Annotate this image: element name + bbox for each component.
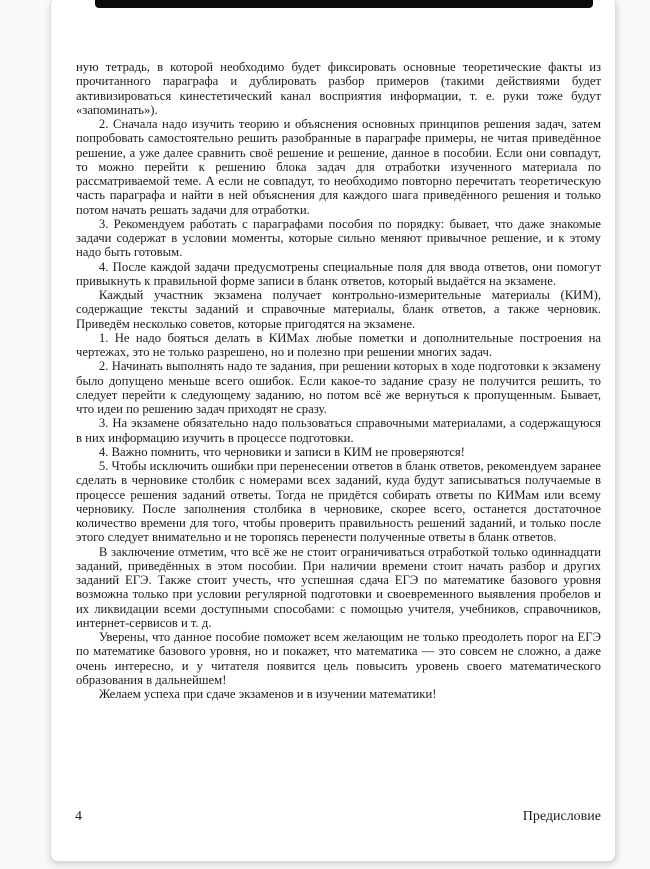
paragraph: 2. Начинать выполнять надо те задания, при решении которых в ходе подготовки к экзамену было допущено меньше всего ошибок. Если какое-то задание сразу не получится решить, то следует перейти к следующему заданию, но потом всё же вернуться к пропущенным. Бывает, что идеи по решению задач приходят не сразу. (76, 359, 601, 416)
book-page (50, 0, 616, 862)
page-number: 4 (75, 809, 82, 824)
paragraph: 1. Не надо бояться делать в КИМах любые пометки и дополнительные построения на чертежах, это не только разрешено, но и полезно при решении многих задач. (76, 330, 601, 359)
book-top-edge (95, 0, 593, 8)
page-text (76, 60, 601, 701)
paragraph: 5. Чтобы исключить ошибки при перенесении ответов в бланк ответов, рекомендуем заранее сделать в черновике столбик с номерами всех заданий, куда будут записываться получаемые в процессе решения заданий ответы. Тогда не придётся собирать ответы по КИМам или всему черновику. После заполнения столбика в черновике, скорее всего, останется достаточное количество времени для того, чтобы проверить правильность решений заданий, и только после этого следует внимательно и не торопясь перенести полученные ответы в бланк ответов. (76, 459, 601, 545)
paragraph: Желаем успеха при сдаче экзаменов и в изучении математики! (98, 687, 437, 701)
paragraph: В заключение отметим, что всё же не стоит ограничиваться отработкой только одиннадцати заданий, приведённых в этом пособии. При наличии времени стоит начать разбор и других заданий ЕГЭ. Также стоит учесть, что успешная сдача ЕГЭ по математике базового уровня возможна только при условии регулярной подготовки и своевременного выявления пробелов и их ликвидации всеми доступными способами: с помощью учителя, учебников, справочников, интернет-сервисов и т. д. (76, 544, 601, 630)
paragraph: 4. После каждой задачи предусмотрены специальные поля для ввода ответов, они помогут привыкнуть к правильной форме записи в бланк ответов, который выдаётся на экзамене. (76, 259, 601, 288)
paragraph: Уверены, что данное пособие поможет всем желающим не только преодолеть порог на ЕГЭ по математике базового уровня, но и покажет, что математика — это совсем не сложно, а даже очень интересно, и у читателя появится цель повысить уровень своего математического образования в дальнейшем! (76, 630, 601, 687)
paragraph: Каждый участник экзамена получает контрольно-измерительные материалы (КИМ), содержащие тексты заданий и справочные материалы, бланк ответов, а также черновик. Приведём несколько советов, которые пригодятся на экзамене. (76, 288, 601, 331)
page-footer (75, 809, 601, 825)
footer-section-title: Предисловие (522, 809, 601, 824)
paragraph: 3. На экзамене обязательно надо пользоваться справочными материалами, а содержащуюся в них информацию изучить в процессе подготовки. (76, 416, 601, 445)
paragraph: 4. Важно помнить, что черновики и записи в КИМ не проверяются! (98, 444, 465, 459)
paragraph: ную тетрадь, в которой необходимо будет фиксировать основные теоретические факты из прочитанного параграфа и дублировать разбор примеров (такими действиями будет активизироваться кинестетический канал восприятия информации, т. е. руки тоже будут «запоминать»). (76, 60, 601, 117)
paragraph: 3. Рекомендуем работать с параграфами пособия по порядку: бывает, что даже знакомые задачи содержат в условии моменты, которые сильно меняют привычное решение, и к этому надо быть готовым. (76, 216, 601, 260)
paragraph: 2. Сначала надо изучить теорию и объяснения основных принципов решения задач, затем попробовать самостоятельно решить разобранные в параграфе примеры, не читая приведённое решение, а уже далее сравнить своё решение и решение, данное в пособии. Если они совпадут, то можно перейти к решению блока задач для отработки изученного материала по рассматриваемой теме. А если не совпадут, то необходимо повторно перечитать теоретическую часть параграфа и найти в ней объяснения для каждого шага приведённого решения и только потом начать решать задачи для отработки. (76, 117, 601, 217)
